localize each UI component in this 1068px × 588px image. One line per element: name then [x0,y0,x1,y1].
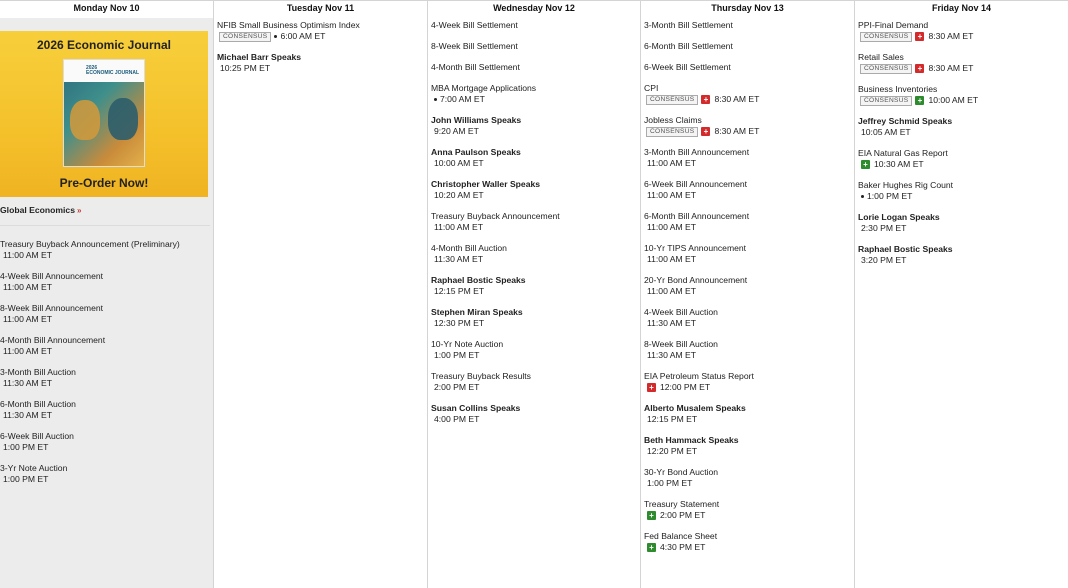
event-title[interactable]: 4-Week Bill Announcement [0,271,104,281]
day-header: Wednesday Nov 12 [493,3,575,13]
calendar-event[interactable] [431,147,637,169]
event-time: 8:30 AM ET [714,94,760,104]
high-impact-icon: + [647,383,656,392]
event-time: 8:30 AM ET [714,126,760,136]
calendar-event[interactable] [644,243,851,265]
event-time: 11:00 AM ET [3,346,53,356]
event-time: 7:00 AM ET [440,94,485,104]
calendar-event[interactable] [0,303,213,325]
event-time: 10:00 AM ET [434,158,484,168]
calendar-event[interactable] [858,116,1065,138]
event-time: 11:00 AM ET [3,314,53,324]
event-time-row [431,222,637,233]
event-time-row [431,158,637,169]
bullet-icon [434,98,437,101]
bear-icon [108,98,138,140]
high-impact-icon: + [915,32,924,41]
event-time: 11:00 AM ET [647,190,697,200]
event-title[interactable]: 3-Yr Note Auction [0,463,68,473]
event-time: 2:00 PM ET [660,510,706,520]
calendar-event[interactable] [858,148,1065,170]
calendar-event[interactable] [644,467,851,489]
calendar-event[interactable] [644,115,851,137]
day-column-thursday [641,1,855,588]
event-title[interactable]: Alberto Musalem Speaks [644,403,746,413]
bullet-icon [861,195,864,198]
event-time: 4:30 PM ET [660,542,706,552]
calendar-event[interactable] [644,211,851,233]
calendar-event[interactable] [858,244,1065,266]
event-time-row [644,254,851,265]
consensus-badge[interactable]: CONSENSUS [860,64,912,74]
event-title[interactable]: Michael Barr Speaks [217,52,302,62]
market-moving-icon: + [647,511,656,520]
day-column-wednesday [428,1,641,588]
event-time: 11:00 AM ET [647,286,697,296]
market-moving-icon: + [915,96,924,105]
event-time: 9:20 AM ET [434,126,479,136]
event-title[interactable]: 6-Week Bill Announcement [644,179,748,189]
consensus-badge[interactable]: CONSENSUS [219,32,271,42]
calendar-event[interactable] [858,20,1065,42]
event-title[interactable]: 6-Month Bill Auction [0,399,76,409]
divider [0,225,210,226]
calendar-event[interactable] [0,367,213,389]
event-time-row [0,314,213,325]
event-time-row [644,350,851,361]
event-time: 12:20 PM ET [647,446,698,456]
calendar-event[interactable] [431,115,637,137]
event-title[interactable]: Beth Hammack Speaks [644,435,739,445]
event-title[interactable]: Treasury Statement [644,499,720,509]
event-title[interactable]: 3-Month Bill Settlement [644,20,733,30]
global-economics-link[interactable]: Global Economics » [0,205,82,215]
event-title[interactable]: EIA Natural Gas Report [858,148,948,158]
event-title[interactable]: 4-Week Bill Auction [644,307,718,317]
bullet-icon [274,35,277,38]
event-time-row [0,410,213,421]
bull-icon [70,100,100,140]
calendar-event[interactable] [644,403,851,425]
event-title[interactable]: 6-Month Bill Settlement [644,41,733,51]
event-title[interactable]: Fed Balance Sheet [644,531,718,541]
event-title[interactable]: 8-Week Bill Settlement [431,41,518,51]
calendar-event[interactable] [431,403,637,425]
event-title[interactable]: 8-Week Bill Announcement [0,303,104,313]
event-time-row [644,382,851,393]
calendar-event[interactable] [0,431,213,453]
event-time-row [644,126,851,137]
event-time-row [431,254,637,265]
promo-banner[interactable] [0,31,208,197]
calendar-event[interactable] [644,307,851,329]
event-title[interactable]: Stephen Miran Speaks [431,307,523,317]
event-time: 1:00 PM ET [3,474,49,484]
event-title[interactable]: MBA Mortgage Applications [431,83,537,93]
event-time: 11:00 AM ET [647,254,697,264]
event-time-row [431,94,637,105]
event-title[interactable]: Raphael Bostic Speaks [431,275,526,285]
event-time-row [644,94,851,105]
cover-text: ECONOMIC JOURNAL [86,70,140,76]
event-time: 11:00 AM ET [647,222,697,232]
event-time: 10:05 AM ET [861,127,911,137]
event-time: 11:00 AM ET [647,158,697,168]
event-time: 11:30 AM ET [3,378,53,388]
double-chevron-icon: » [76,206,82,215]
calendar-event[interactable] [644,499,851,521]
day-header: Monday Nov 10 [0,1,213,18]
event-title[interactable]: Retail Sales [858,52,904,62]
event-time: 10:00 AM ET [928,95,979,105]
event-title[interactable]: 8-Week Bill Auction [644,339,718,349]
event-time-row [858,159,1065,170]
event-time: 4:00 PM ET [434,414,480,424]
event-time: 12:30 PM ET [434,318,485,328]
calendar-event[interactable] [644,41,851,52]
event-time-row [431,190,637,201]
event-title[interactable]: 3-Month Bill Announcement [644,147,750,157]
event-title[interactable]: Susan Collins Speaks [431,403,521,413]
event-time-row [858,31,1065,42]
event-time-row [431,350,637,361]
calendar-event[interactable] [644,20,851,31]
event-title[interactable]: 20-Yr Bond Announcement [644,275,748,285]
cover-year: 2026 [86,65,98,71]
event-title[interactable]: 4-Month Bill Settlement [431,62,520,72]
calendar-event[interactable] [431,275,637,297]
event-title[interactable]: 4-Week Bill Settlement [431,20,518,30]
event-time-row [0,250,213,261]
promo-title: 2026 Economic Journal [36,38,172,52]
calendar-event[interactable] [431,243,637,265]
day-column-friday [855,1,1068,588]
calendar-event[interactable] [0,271,213,293]
journal-cover-image [63,59,145,167]
event-time: 8:30 AM ET [928,63,974,73]
event-title[interactable]: John Williams Speaks [431,115,522,125]
event-time: 12:00 PM ET [660,382,711,392]
event-time-row [644,478,851,489]
event-title[interactable]: 30-Yr Bond Auction [644,467,719,477]
consensus-badge[interactable]: CONSENSUS [860,96,912,106]
event-time-row [644,286,851,297]
event-title[interactable]: Lorie Logan Speaks [858,212,940,222]
consensus-badge[interactable]: CONSENSUS [860,32,912,42]
event-time-row [0,378,213,389]
event-time: 1:00 PM ET [3,442,49,452]
event-title[interactable]: PPI-Final Demand [858,20,929,30]
market-moving-icon: + [647,543,656,552]
event-title[interactable]: 10-Yr Note Auction [431,339,504,349]
event-time-row [431,414,637,425]
event-time: 12:15 PM ET [647,414,698,424]
calendar-event[interactable] [431,179,637,201]
calendar-event[interactable] [217,52,424,74]
market-moving-icon: + [861,160,870,169]
event-title[interactable]: Treasury Buyback Announcement [431,211,560,221]
calendar-event[interactable] [0,239,213,261]
event-title[interactable]: 10-Yr TIPS Announcement [644,243,747,253]
calendar-event[interactable] [431,62,637,73]
calendar-event[interactable] [858,212,1065,234]
event-time: 11:30 AM ET [3,410,53,420]
calendar-event[interactable] [431,211,637,233]
day-header: Thursday Nov 13 [711,3,784,13]
calendar-event[interactable] [858,52,1065,74]
event-time-row [644,190,851,201]
event-time-row [858,191,1065,202]
event-title[interactable]: NFIB Small Business Optimism Index [217,20,360,30]
event-time: 11:00 AM ET [3,250,53,260]
consensus-badge[interactable]: CONSENSUS [646,95,698,105]
day-header: Friday Nov 14 [931,3,992,13]
day-column-tuesday [214,1,428,588]
event-time: 10:20 AM ET [434,190,484,200]
high-impact-icon: + [701,95,710,104]
calendar-event[interactable] [431,307,637,329]
calendar-event[interactable] [644,371,851,393]
event-title[interactable]: Jobless Claims [644,115,702,125]
event-title[interactable]: 4-Month Bill Auction [431,243,507,253]
event-time-row [0,346,213,357]
event-time-row [858,223,1065,234]
calendar-event[interactable] [644,179,851,201]
event-time-row [431,126,637,137]
event-time: 11:30 AM ET [434,254,484,264]
event-title[interactable]: 4-Month Bill Announcement [0,335,106,345]
calendar-event[interactable] [0,463,213,485]
preorder-button[interactable]: Pre-Order Now! [59,176,149,190]
event-time-row [431,318,637,329]
event-title[interactable]: Baker Hughes Rig Count [858,180,954,190]
event-time-row [858,95,1065,106]
calendar-event[interactable] [217,20,424,42]
event-time: 10:25 PM ET [220,63,271,73]
event-list [0,239,213,485]
day-column-monday [0,1,214,588]
event-title[interactable]: Treasury Buyback Announcement (Preliminary) [0,239,180,249]
calendar-event[interactable] [431,371,637,393]
event-time: 12:15 PM ET [434,286,485,296]
event-list [644,20,851,553]
event-time: 1:00 PM ET [434,350,480,360]
event-time-row [858,127,1065,138]
event-list [217,20,424,74]
calendar-event[interactable] [0,399,213,421]
event-time: 2:30 PM ET [861,223,907,233]
high-impact-icon: + [701,127,710,136]
event-title[interactable]: Treasury Buyback Results [431,371,531,381]
event-time-row [644,414,851,425]
event-time: 3:20 PM ET [861,255,907,265]
event-title[interactable]: Anna Paulson Speaks [431,147,521,157]
event-time-row [858,255,1065,266]
event-time-row [644,318,851,329]
calendar-event[interactable] [431,83,637,105]
event-time-row [217,63,424,74]
calendar-event[interactable] [0,335,213,357]
event-title[interactable]: Christopher Waller Speaks [431,179,541,189]
calendar-event[interactable] [644,339,851,361]
event-title[interactable]: 6-Month Bill Announcement [644,211,750,221]
event-title[interactable]: Jeffrey Schmid Speaks [858,116,953,126]
event-time: 8:30 AM ET [928,31,974,41]
event-time: 11:00 AM ET [434,222,484,232]
event-time: 2:00 PM ET [434,382,480,392]
calendar-event[interactable] [431,20,637,31]
event-time-row [0,442,213,453]
calendar-event[interactable] [644,435,851,457]
calendar-event[interactable] [644,275,851,297]
event-list [431,20,637,425]
event-time: 11:30 AM ET [647,350,697,360]
event-list [858,20,1065,266]
event-time-row [644,510,851,521]
event-time-row [644,542,851,553]
event-time-row [431,382,637,393]
event-time: 10:30 AM ET [874,159,924,169]
event-title[interactable]: Raphael Bostic Speaks [858,244,953,254]
event-time: 1:00 PM ET [867,191,913,201]
event-time: 11:30 AM ET [647,318,697,328]
event-title[interactable]: 6-Week Bill Settlement [644,62,731,72]
event-title[interactable]: CPI [644,83,659,93]
event-time: 6:00 AM ET [280,31,326,41]
event-time: 1:00 PM ET [647,478,693,488]
calendar-event[interactable] [431,41,637,52]
event-time: 11:00 AM ET [3,282,53,292]
calendar-event[interactable] [644,147,851,169]
event-time-row [431,286,637,297]
calendar-event[interactable] [431,339,637,361]
event-time-row [217,31,424,42]
event-title[interactable]: EIA Petroleum Status Report [644,371,754,381]
high-impact-icon: + [915,64,924,73]
calendar-event[interactable] [644,62,851,73]
event-title[interactable]: Business Inventories [858,84,938,94]
event-time-row [0,474,213,485]
event-title[interactable]: 6-Week Bill Auction [0,431,74,441]
consensus-badge[interactable]: CONSENSUS [646,127,698,137]
calendar-event[interactable] [644,83,851,105]
calendar-event[interactable] [644,531,851,553]
event-title[interactable]: 3-Month Bill Auction [0,367,76,377]
calendar-event[interactable] [858,84,1065,106]
calendar-event[interactable] [858,180,1065,202]
event-time-row [644,446,851,457]
day-header: Tuesday Nov 11 [286,3,355,13]
event-time-row [858,63,1065,74]
event-time-row [0,282,213,293]
event-time-row [644,222,851,233]
event-time-row [644,158,851,169]
